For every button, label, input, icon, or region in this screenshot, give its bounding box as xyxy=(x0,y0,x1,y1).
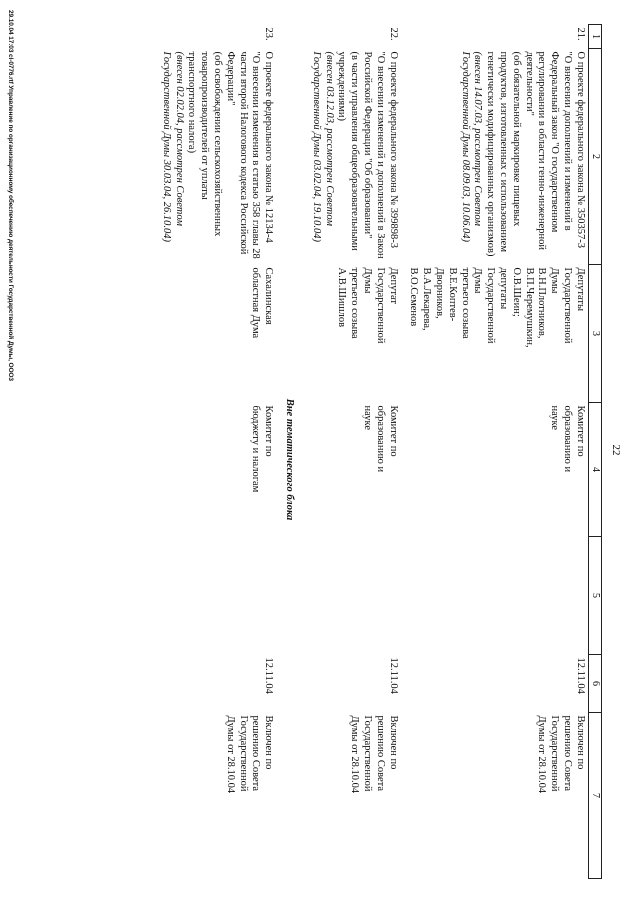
initiator-cell xyxy=(153,265,276,403)
initiator-line: третьего созыва xyxy=(459,267,471,339)
initiator-line: В.А.Лекарева, xyxy=(421,267,433,331)
description-note-line: товаропроизводителей от уплаты xyxy=(199,51,211,200)
description-line: регулировании в области генно-инженерной xyxy=(536,51,548,250)
committee-line: науке xyxy=(549,405,561,430)
status-line: Думы от 28.10.04 xyxy=(224,715,236,794)
page-number: 22 xyxy=(610,444,622,456)
column-5-cell xyxy=(303,537,401,655)
row-number: 23. xyxy=(263,27,275,41)
initiator-line: Думы xyxy=(472,267,484,294)
committee-line: образованию и xyxy=(374,405,386,473)
initiator-cell xyxy=(401,265,589,403)
committee-line: бюджету и налогам xyxy=(250,405,262,493)
status-line: Государственной xyxy=(237,715,249,792)
status-line: решению Совета xyxy=(562,715,574,792)
description-line: "О внесении изменений и дополнений в Закон xyxy=(374,51,386,259)
initiator-line: Государственной xyxy=(485,267,497,344)
row-number: 22. xyxy=(387,27,399,41)
column-5-cell xyxy=(401,537,589,655)
status-line: решению Совета xyxy=(250,715,262,792)
date-cell: 12.11.04 xyxy=(387,657,399,694)
status-line: Включен по xyxy=(387,715,399,770)
date-cell: 12.11.04 xyxy=(263,657,275,694)
description-note-line: (об освобождении сельскохозяйственных xyxy=(212,51,224,237)
initiator-line: О.В.Шеин; xyxy=(510,267,522,317)
description-italic-line: (внесен 03.12.03, рассмотрен Советом xyxy=(323,51,335,226)
bill-description xyxy=(303,49,401,265)
initiator-line: третьего созыва xyxy=(349,267,361,339)
description-line: части второй Налогового кодекса Российской xyxy=(237,51,249,255)
status-line: Думы от 28.10.04 xyxy=(349,715,361,794)
table-row xyxy=(303,25,401,879)
committee-line: Комитет по xyxy=(263,405,275,457)
description-note-line: (об обязательной маркировке пищевых xyxy=(510,51,522,227)
column-header-2: 2 xyxy=(588,49,601,265)
committee-line: образованию и xyxy=(562,405,574,473)
description-italic-line: Государственной Думы 08.09.03, 10.06.04) xyxy=(459,51,471,242)
initiator-cell xyxy=(303,265,401,403)
status-line: Думы от 28.10.04 xyxy=(536,715,548,794)
section-body xyxy=(276,25,303,879)
description-note-line: генетически модифицированных организмов) xyxy=(485,51,497,257)
column-header-7: 7 xyxy=(588,713,601,879)
initiator-line: Государственной xyxy=(562,267,574,344)
footer-text: 29.10.04 17:03 сl-0776.rtf Управление по организационному обеспечению деятельности Государственной Думы, ООО3 xyxy=(6,10,14,381)
status-line: Включен по xyxy=(263,715,275,770)
description-note-line: учреждениями) xyxy=(336,51,348,122)
description-note-line: продуктов, изготовленных с использованием xyxy=(498,51,510,252)
status-cell xyxy=(401,713,589,879)
agenda-table xyxy=(153,24,602,879)
initiator-line: В.П.Черемушкин, xyxy=(523,267,535,348)
column-header-5: 5 xyxy=(588,537,601,655)
initiator-line: Дворников, xyxy=(434,267,446,319)
initiator-line: А.В.Шишлов xyxy=(336,267,348,328)
initiator-line: областная Дума xyxy=(250,267,262,339)
status-line: Включен по xyxy=(574,715,586,770)
description-line: О проекте федерального закона № 350357-3 xyxy=(574,51,586,249)
column-header-1: 1 xyxy=(588,25,601,49)
committee-line: Комитет по xyxy=(387,405,399,457)
description-line: Федерации" xyxy=(224,51,236,106)
row-number: 21. xyxy=(574,27,586,41)
initiator-line: В.Е.Коптев- xyxy=(446,267,458,322)
column-header-4: 4 xyxy=(588,403,601,537)
initiator-line: Государственной xyxy=(374,267,386,344)
committee-cell xyxy=(401,403,589,537)
initiator-line: В.О.Семенов xyxy=(408,267,420,327)
table-row xyxy=(153,25,276,879)
table-body xyxy=(303,25,588,879)
initiator-line: депутаты xyxy=(498,267,510,310)
description-note-line: транспортного налога) xyxy=(186,51,198,154)
initiator-line: В.Н.Плотников, xyxy=(536,267,548,339)
status-line: Государственной xyxy=(549,715,561,792)
date-cell: 12.11.04 xyxy=(574,657,586,694)
column-header-6: 6 xyxy=(588,655,601,713)
description-note-line: (в части управления общеобразовательными xyxy=(349,51,361,251)
description-line: "О внесении изменения в статью 358 главы 28 xyxy=(250,51,262,259)
column-number-row xyxy=(588,25,601,879)
bill-description xyxy=(401,49,589,265)
section-title: Вне тематического блока xyxy=(284,398,296,521)
committee-cell xyxy=(153,403,276,537)
initiator-line: Думы xyxy=(362,267,374,294)
description-italic-line: (внесен 14.07.03, рассмотрен Советом xyxy=(472,51,484,226)
committee-line: Комитет по xyxy=(574,405,586,457)
initiator-line: Думы xyxy=(549,267,561,294)
initiator-line: Депутат xyxy=(387,267,399,305)
description-line: О проекте федерального закона № 399898-3 xyxy=(387,51,399,249)
column-5-cell xyxy=(153,537,276,655)
status-line: Государственной xyxy=(362,715,374,792)
initiator-line: Депутаты xyxy=(574,267,586,312)
table-row xyxy=(401,25,589,879)
column-header-3: 3 xyxy=(588,265,601,403)
description-italic-line: Государственной Думы 03.02.04, 19.10.04) xyxy=(310,51,322,242)
description-italic-line: (внесен 02.02.04, рассмотрен Советом xyxy=(173,51,185,226)
status-cell xyxy=(153,713,276,879)
description-italic-line: Государственной Думы 30.03.04, 26.10.04) xyxy=(160,51,172,242)
status-line: решению Совета xyxy=(374,715,386,792)
description-line: Российской Федерации "Об образовании" xyxy=(362,51,374,239)
description-line: О проекте федерального закона № 12134-4 xyxy=(263,51,275,243)
section-row xyxy=(276,25,303,879)
committee-cell xyxy=(303,403,401,537)
description-line: Федеральный закон "О государственном xyxy=(549,51,561,233)
initiator-line: Сахалинская xyxy=(263,267,275,325)
committee-line: науке xyxy=(362,405,374,430)
description-line: деятельности" xyxy=(523,51,535,116)
description-line: "О внесении дополнений и изменений в xyxy=(562,51,574,231)
bill-description xyxy=(153,49,276,265)
table-body-after-section xyxy=(153,25,276,879)
status-cell xyxy=(303,713,401,879)
